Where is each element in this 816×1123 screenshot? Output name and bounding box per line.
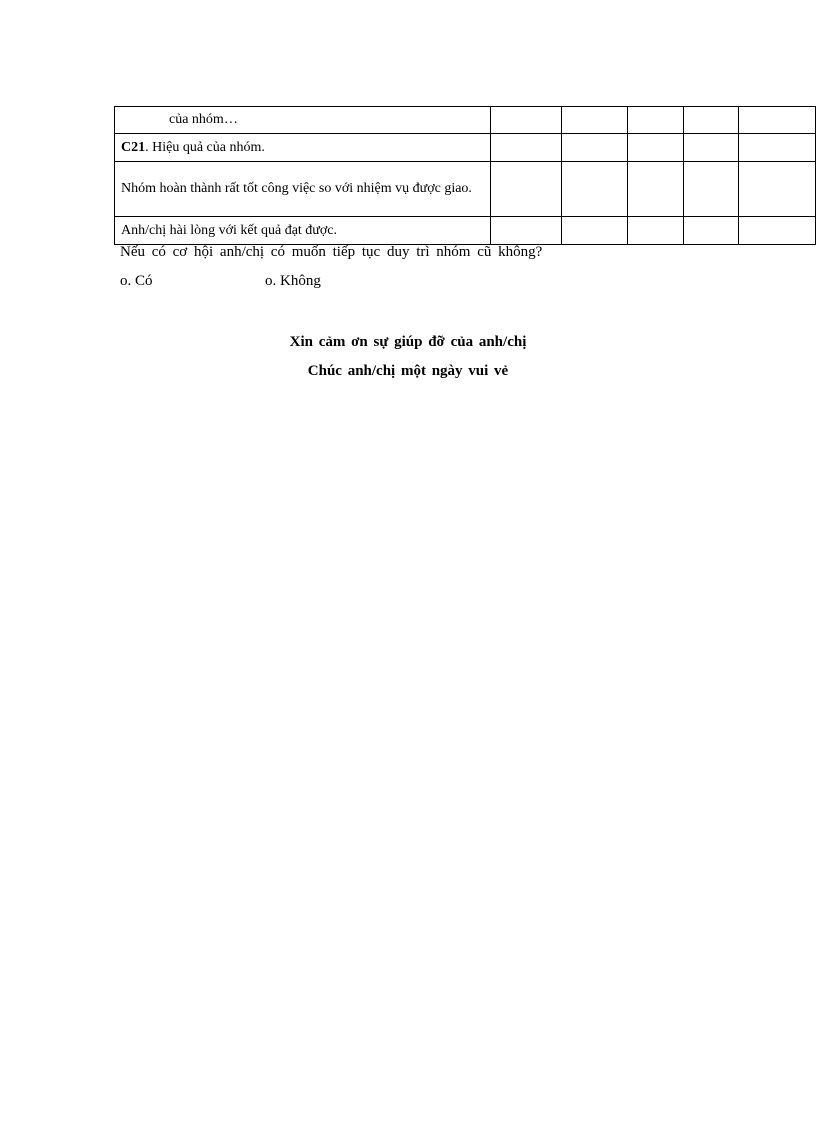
section-title: . Hiệu quả của nhóm. [145, 139, 265, 155]
row-label [115, 134, 491, 162]
rating-cell[interactable] [562, 134, 628, 162]
rating-cell[interactable] [738, 134, 815, 162]
row-label: Nhóm hoàn thành rất tốt công việc so với nhiệm vụ được giao. [115, 162, 491, 217]
rating-cell[interactable] [490, 217, 561, 245]
rating-cell[interactable] [683, 134, 738, 162]
wish-line: Chúc anh/chị một ngày vui vẻ [307, 363, 509, 379]
table-row [115, 162, 816, 217]
row-label: Anh/chị hài lòng với kết quả đạt được. [115, 217, 491, 245]
rating-cell[interactable] [562, 217, 628, 245]
rating-cell[interactable] [490, 134, 561, 162]
question-code: C21 [121, 139, 146, 155]
survey-table [114, 106, 816, 245]
rating-cell[interactable] [562, 107, 628, 134]
continue-group-question: Nếu có cơ hội anh/chị có muốn tiếp tục duy trì nhóm cũ không? [120, 244, 543, 260]
rating-cell[interactable] [627, 107, 683, 134]
rating-cell[interactable] [738, 107, 815, 134]
rating-cell[interactable] [490, 162, 561, 217]
rating-cell[interactable] [738, 217, 815, 245]
thank-you-line: Xin cảm ơn sự giúp đỡ của anh/chị [289, 334, 527, 350]
rating-cell[interactable] [627, 134, 683, 162]
table-row [115, 134, 816, 162]
rating-cell[interactable] [562, 162, 628, 217]
rating-cell[interactable] [683, 217, 738, 245]
row-label: của nhóm… [115, 107, 491, 134]
rating-cell[interactable] [738, 162, 815, 217]
option-no[interactable]: o. Không [265, 273, 321, 289]
rating-cell[interactable] [683, 107, 738, 134]
option-yes[interactable]: o. Có [120, 273, 153, 289]
rating-cell[interactable] [490, 107, 561, 134]
table-row [115, 217, 816, 245]
rating-cell[interactable] [683, 162, 738, 217]
rating-cell[interactable] [627, 162, 683, 217]
rating-cell[interactable] [627, 217, 683, 245]
table-row [115, 107, 816, 134]
